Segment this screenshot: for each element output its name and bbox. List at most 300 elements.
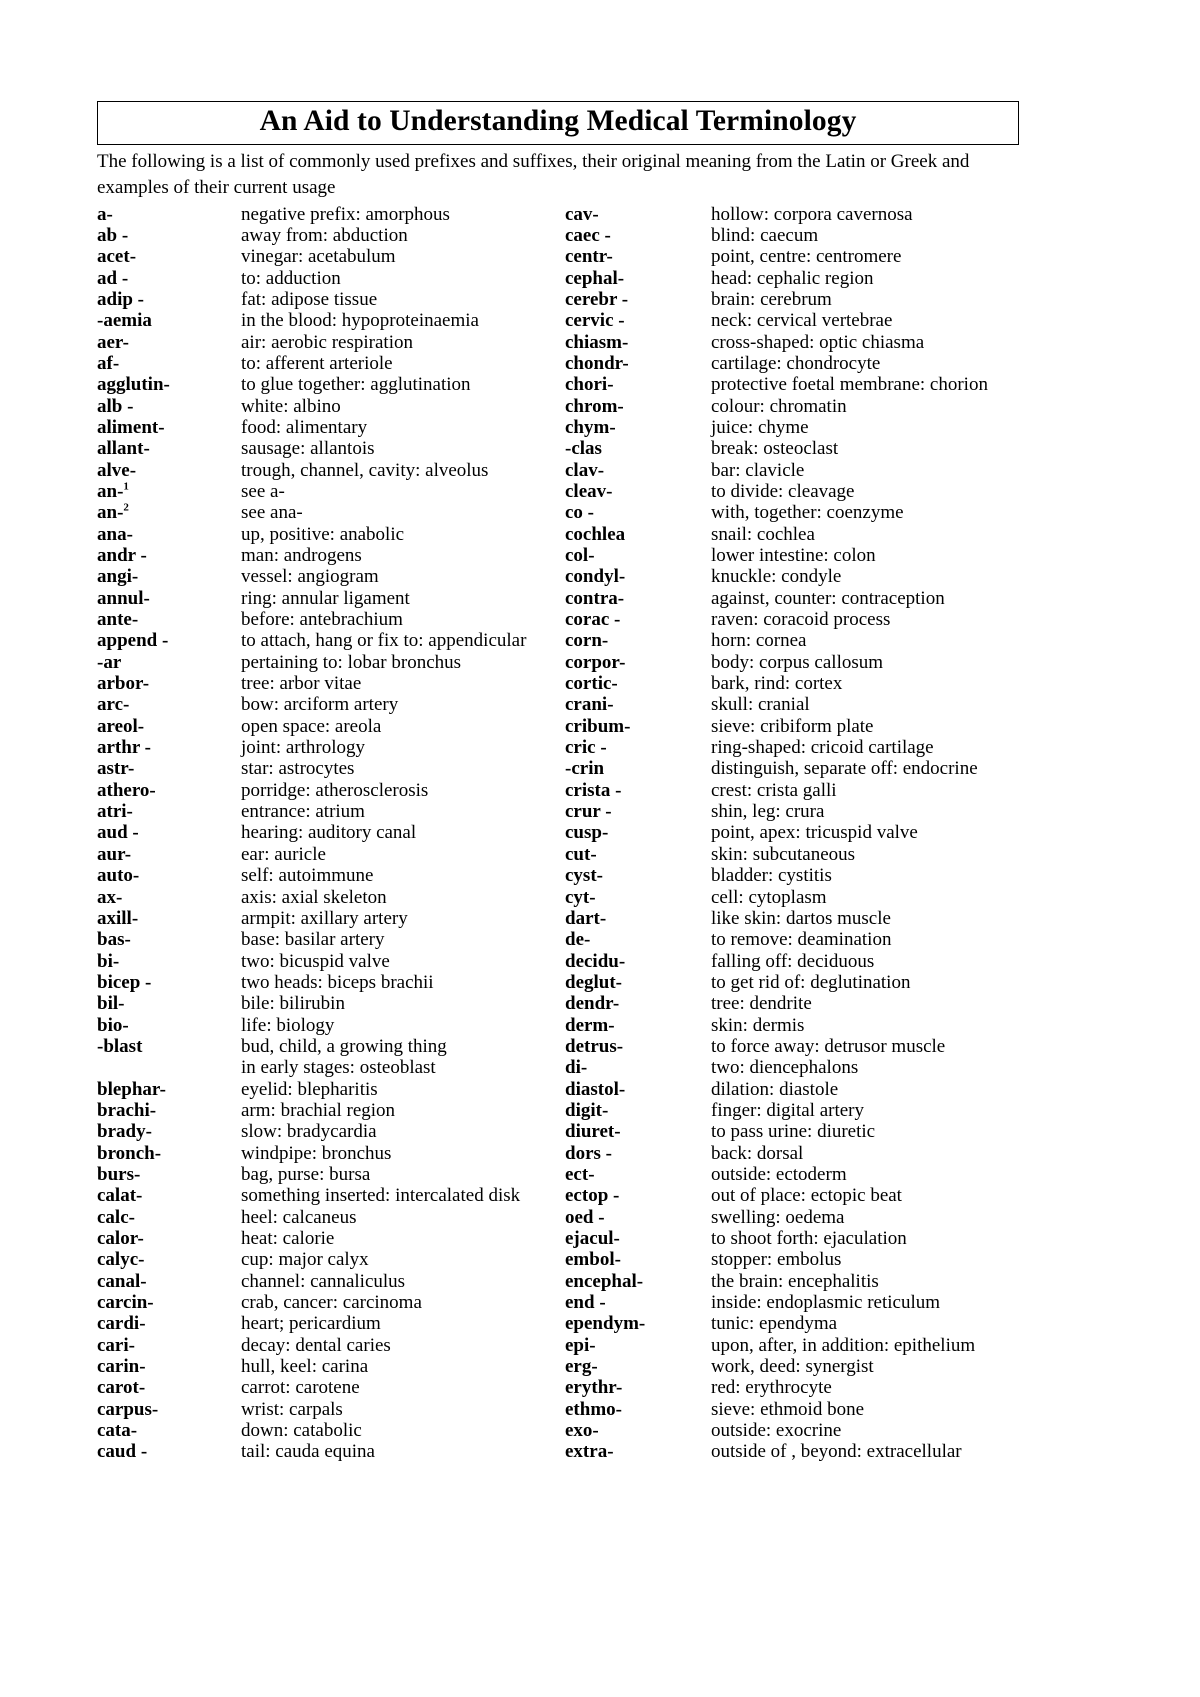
glossary-entry	[97, 973, 565, 994]
glossary-term: caud -	[97, 1441, 148, 1463]
glossary-term: calyc-	[97, 1249, 145, 1271]
glossary-entry	[97, 1016, 565, 1037]
glossary-entry	[97, 653, 565, 674]
glossary-entry	[565, 482, 1019, 503]
glossary-term: arc-	[97, 694, 130, 716]
glossary-entry	[565, 930, 1019, 951]
glossary-term: af-	[97, 352, 120, 374]
glossary-definition: sieve: cribiform plate	[711, 715, 874, 737]
glossary-entry	[97, 269, 565, 290]
glossary-term: aur-	[97, 843, 132, 865]
glossary-term: andr -	[97, 545, 147, 566]
glossary-entry	[565, 525, 1019, 546]
glossary-entry	[565, 717, 1019, 738]
glossary-entry	[565, 653, 1019, 674]
glossary-entry	[565, 952, 1019, 973]
glossary-definition: see ana-	[241, 502, 303, 524]
glossary-term: cut-	[565, 843, 597, 865]
glossary-definition: crest: crista galli	[711, 779, 837, 801]
glossary-definition: in early stages: osteoblast	[241, 1057, 436, 1079]
glossary-entry	[565, 845, 1019, 866]
glossary-term: append -	[97, 630, 169, 652]
glossary-entry	[565, 802, 1019, 823]
glossary-definition: wrist: carpals	[241, 1398, 343, 1420]
glossary-definition: cup: major calyx	[241, 1249, 369, 1271]
glossary-definition: vinegar: acetabulum	[241, 246, 396, 268]
glossary-term: brachi-	[97, 1099, 157, 1121]
glossary-term-superscript: 1	[123, 480, 129, 493]
glossary-entry	[97, 823, 565, 844]
glossary-entry	[565, 354, 1019, 375]
glossary-term: -clas	[565, 438, 602, 460]
glossary-definition: outside: exocrine	[711, 1420, 842, 1442]
glossary-term: derm-	[565, 1014, 615, 1036]
glossary-term: carot-	[97, 1377, 146, 1399]
glossary-definition: skull: cranial	[711, 694, 810, 716]
glossary-entry	[97, 439, 565, 460]
glossary-entry	[97, 1357, 565, 1378]
glossary-definition: two: diencephalons	[711, 1057, 859, 1079]
glossary-entry	[97, 525, 565, 546]
glossary-entry	[97, 1293, 565, 1314]
glossary-definition: the brain: encephalitis	[711, 1270, 879, 1292]
glossary-entry	[565, 1272, 1019, 1293]
glossary-entry	[97, 1421, 565, 1442]
title-box-inner	[98, 105, 1018, 138]
glossary-definition: body: corpus callosum	[711, 651, 884, 673]
glossary-definition: tree: dendrite	[711, 993, 812, 1015]
page-title: An Aid to Understanding Medical Terminology	[259, 105, 857, 137]
glossary-definition: eyelid: blepharitis	[241, 1078, 378, 1100]
glossary-entry	[97, 695, 565, 716]
glossary-entry	[97, 567, 565, 588]
glossary-entry	[565, 909, 1019, 930]
glossary-entry	[565, 1442, 1019, 1463]
glossary-definition: down: catabolic	[241, 1420, 362, 1442]
glossary-definition: inside: endoplasmic reticulum	[711, 1292, 941, 1314]
glossary-term: cav-	[565, 203, 599, 225]
glossary-definition: open space: areola	[241, 715, 382, 737]
glossary-entry	[565, 695, 1019, 716]
glossary-entry	[97, 503, 565, 524]
glossary-definition: distinguish, separate off: endocrine	[711, 758, 978, 780]
glossary-entry	[97, 589, 565, 610]
glossary-entry	[97, 333, 565, 354]
glossary-term: bio-	[97, 1014, 129, 1036]
glossary-definition: bladder: cystitis	[711, 865, 832, 887]
glossary-definition: bag, purse: bursa	[241, 1163, 371, 1185]
glossary-entry	[97, 781, 565, 802]
glossary-term: cerebr -	[565, 288, 629, 310]
glossary-entry	[97, 1250, 565, 1271]
glossary-term: cleav-	[565, 480, 613, 502]
glossary-entry	[97, 226, 565, 247]
intro-paragraph: The following is a list of commonly used prefixes and suffixes, their original meaning from the Latin or Greek and examples of their current usage	[97, 151, 970, 198]
glossary-definition: life: biology	[241, 1014, 335, 1036]
glossary-definition: see a-	[241, 480, 285, 502]
glossary-entry	[565, 418, 1019, 439]
glossary-term: an-$^2$	[97, 501, 129, 524]
glossary-entry	[97, 994, 565, 1015]
glossary-term: alb -	[97, 395, 134, 417]
glossary-term: cyst-	[565, 865, 603, 887]
glossary-definition: ring-shaped: cricoid cartilage	[711, 737, 934, 759]
glossary-definition: like skin: dartos muscle	[711, 907, 891, 929]
glossary-definition: hull, keel: carina	[241, 1356, 369, 1378]
glossary-term: ana-	[97, 523, 133, 545]
glossary-term: erg-	[565, 1356, 598, 1378]
glossary-definition: windpipe: bronchus	[241, 1142, 392, 1164]
glossary-term: arthr -	[97, 737, 151, 759]
glossary-term: aud -	[97, 822, 139, 844]
glossary-entry	[97, 1122, 565, 1143]
document-content	[97, 101, 1019, 1464]
glossary-definition: two heads: biceps brachii	[241, 971, 434, 993]
glossary-definition: away from: abduction	[241, 224, 408, 246]
glossary-entry	[565, 1314, 1019, 1335]
glossary-entry	[565, 1208, 1019, 1229]
glossary-term: digit-	[565, 1099, 609, 1121]
glossary-term: diastol-	[565, 1078, 626, 1100]
glossary-entry	[565, 1336, 1019, 1357]
glossary-definition: bar: clavicle	[711, 459, 805, 481]
glossary-term: exo-	[565, 1420, 599, 1442]
glossary-column-left	[97, 205, 565, 1464]
glossary-entry	[97, 738, 565, 759]
glossary-entry	[565, 888, 1019, 909]
glossary-definition: stopper: embolus	[711, 1249, 842, 1271]
glossary-definition: to attach, hang or fix to: appendicular	[241, 630, 527, 652]
glossary-definition: to get rid of: deglutination	[711, 971, 911, 993]
glossary-definition: armpit: axillary artery	[241, 907, 408, 929]
glossary-term: ethmo-	[565, 1398, 622, 1420]
glossary-entry	[97, 1080, 565, 1101]
glossary-entry	[97, 717, 565, 738]
glossary-entry	[97, 290, 565, 311]
glossary-term: cata-	[97, 1420, 138, 1442]
glossary-term: ect-	[565, 1163, 595, 1185]
glossary-definition: entrance: atrium	[241, 801, 365, 823]
glossary-entry	[565, 546, 1019, 567]
glossary-term: annul-	[97, 587, 150, 609]
glossary-definition: carrot: carotene	[241, 1377, 360, 1399]
glossary-definition: work, deed: synergist	[711, 1356, 874, 1378]
glossary-entry	[565, 631, 1019, 652]
glossary-term: aliment-	[97, 416, 165, 438]
glossary-entry	[565, 1378, 1019, 1399]
glossary-entry	[97, 866, 565, 887]
glossary-definition: channel: cannaliculus	[241, 1270, 406, 1292]
glossary-entry	[97, 674, 565, 695]
glossary-term: allant-	[97, 438, 150, 460]
glossary-term: blephar-	[97, 1078, 166, 1100]
glossary-definition: point, centre: centromere	[711, 246, 902, 268]
glossary-entry	[97, 461, 565, 482]
glossary-term: arbor-	[97, 673, 150, 695]
glossary-term: corn-	[565, 630, 609, 652]
glossary-term: ectop -	[565, 1185, 620, 1207]
glossary-term: ax-	[97, 886, 123, 908]
glossary-term: bil-	[97, 993, 125, 1015]
glossary-term: dart-	[565, 907, 607, 929]
glossary-term: areol-	[97, 715, 145, 737]
glossary-entry	[97, 759, 565, 780]
glossary-definition: sieve: ethmoid bone	[711, 1398, 865, 1420]
glossary-definition: to remove: deamination	[711, 929, 892, 951]
glossary-term: -crin	[565, 758, 605, 780]
glossary-entry	[97, 610, 565, 631]
glossary-entry	[565, 503, 1019, 524]
glossary-entry	[97, 845, 565, 866]
glossary-entry	[565, 738, 1019, 759]
glossary-definition: tree: arbor vitae	[241, 673, 362, 695]
glossary-term: contra-	[565, 587, 625, 609]
glossary-term: cochlea	[565, 523, 626, 545]
glossary-definition: blind: caecum	[711, 224, 819, 246]
glossary-definition: trough, channel, cavity: alveolus	[241, 459, 489, 481]
glossary-definition: back: dorsal	[711, 1142, 804, 1164]
glossary-term: extra-	[565, 1441, 614, 1463]
glossary-term: agglutin-	[97, 374, 170, 396]
glossary-definition: to: afferent arteriole	[241, 352, 393, 374]
glossary-entry	[97, 1186, 565, 1207]
glossary-definition: horn: cornea	[711, 630, 807, 652]
glossary-entry	[97, 205, 565, 226]
glossary-term: cari-	[97, 1334, 135, 1356]
glossary-entry	[565, 439, 1019, 460]
glossary-term: bronch-	[97, 1142, 162, 1164]
glossary-entry	[565, 397, 1019, 418]
glossary-definition: hollow: corpora cavernosa	[711, 203, 913, 225]
glossary-term: cortic-	[565, 673, 618, 695]
glossary-entry	[565, 247, 1019, 268]
glossary-entry	[565, 1144, 1019, 1165]
glossary-term: auto-	[97, 865, 140, 887]
glossary-definition: star: astrocytes	[241, 758, 355, 780]
glossary-term: corac -	[565, 609, 621, 631]
glossary-entry	[565, 226, 1019, 247]
glossary-definition: slow: bradycardia	[241, 1121, 377, 1143]
glossary-term: astr-	[97, 758, 135, 780]
glossary-term: acet-	[97, 246, 137, 268]
glossary-definition: negative prefix: amorphous	[241, 203, 450, 225]
glossary-definition: pertaining to: lobar bronchus	[241, 651, 462, 673]
glossary-entry	[565, 674, 1019, 695]
glossary-definition: cross-shaped: optic chiasma	[711, 331, 925, 353]
glossary-definition: before: antebrachium	[241, 609, 403, 631]
glossary-entry	[565, 269, 1019, 290]
glossary-term: burs-	[97, 1163, 141, 1185]
glossary-definition: cartilage: chondrocyte	[711, 352, 881, 374]
title-box	[97, 101, 1019, 145]
glossary-term: col-	[565, 545, 595, 566]
glossary-definition: break: osteoclast	[711, 438, 839, 460]
glossary-definition: to shoot forth: ejaculation	[711, 1228, 907, 1249]
glossary-definition: outside of , beyond: extracellular	[711, 1441, 962, 1463]
glossary-definition: knuckle: condyle	[711, 566, 842, 588]
glossary-definition: ear: auricle	[241, 843, 326, 865]
glossary-term: di-	[565, 1057, 588, 1079]
glossary-definition: shin, leg: crura	[711, 801, 825, 823]
glossary-entry	[97, 1101, 565, 1122]
glossary-term: carcin-	[97, 1292, 154, 1314]
glossary-term: encephal-	[565, 1270, 644, 1292]
glossary-definition: head: cephalic region	[711, 267, 874, 289]
glossary-entry	[565, 1229, 1019, 1250]
glossary-entry	[97, 397, 565, 418]
glossary-entry	[565, 461, 1019, 482]
glossary-definition: vessel: angiogram	[241, 566, 379, 588]
glossary-definition: falling off: deciduous	[711, 950, 875, 972]
glossary-entry	[565, 1165, 1019, 1186]
glossary-term: condyl-	[565, 566, 626, 588]
glossary-definition: to divide: cleavage	[711, 480, 855, 502]
glossary-entry	[97, 1208, 565, 1229]
glossary-term: -blast	[97, 1035, 143, 1057]
glossary-entry	[97, 418, 565, 439]
glossary-definition: against, counter: contraception	[711, 587, 945, 609]
glossary-definition: air: aerobic respiration	[241, 331, 413, 353]
glossary-columns	[97, 205, 1019, 1464]
glossary-definition: finger: digital artery	[711, 1099, 864, 1121]
glossary-entry	[565, 1357, 1019, 1378]
glossary-entry	[565, 1122, 1019, 1143]
glossary-entry	[97, 802, 565, 823]
glossary-entry	[97, 1037, 565, 1058]
glossary-term: decidu-	[565, 950, 626, 972]
glossary-entry	[97, 311, 565, 332]
glossary-term: corpor-	[565, 651, 626, 673]
glossary-definition: two: bicuspid valve	[241, 950, 390, 972]
glossary-entry	[97, 888, 565, 909]
glossary-definition: sausage: allantois	[241, 438, 375, 460]
glossary-definition: hearing: auditory canal	[241, 822, 417, 844]
glossary-term: calat-	[97, 1185, 143, 1207]
glossary-term: crani-	[565, 694, 614, 716]
glossary-term: co -	[565, 502, 595, 524]
glossary-definition: swelling: oedema	[711, 1206, 845, 1228]
glossary-entry	[97, 930, 565, 951]
glossary-entry	[565, 1080, 1019, 1101]
glossary-definition: point, apex: tricuspid valve	[711, 822, 918, 844]
glossary-definition: raven: coracoid process	[711, 609, 891, 631]
glossary-term: an-$^1$	[97, 480, 129, 502]
glossary-definition: juice: chyme	[711, 416, 809, 438]
glossary-definition: skin: subcutaneous	[711, 843, 856, 865]
glossary-term: -aemia	[97, 310, 152, 332]
glossary-definition: red: erythrocyte	[711, 1377, 832, 1399]
glossary-definition: skin: dermis	[711, 1014, 805, 1036]
glossary-definition: to: adduction	[241, 267, 341, 289]
glossary-definition: joint: arthrology	[241, 737, 366, 759]
glossary-entry	[565, 866, 1019, 887]
glossary-term: cribum-	[565, 715, 631, 737]
glossary-definition: arm: brachial region	[241, 1099, 396, 1121]
glossary-entry	[565, 1058, 1019, 1079]
glossary-entry	[97, 482, 565, 503]
glossary-term: clav-	[565, 459, 605, 481]
glossary-definition: out of place: ectopic beat	[711, 1185, 902, 1207]
glossary-term: cusp-	[565, 822, 609, 844]
glossary-term: a-	[97, 203, 113, 225]
glossary-entry	[97, 1314, 565, 1335]
glossary-entry	[97, 375, 565, 396]
glossary-definition: to pass urine: diuretic	[711, 1121, 876, 1143]
glossary-term: chori-	[565, 374, 614, 396]
glossary-term: calor-	[97, 1228, 144, 1249]
glossary-entry	[565, 333, 1019, 354]
glossary-entry	[565, 290, 1019, 311]
glossary-entry	[565, 759, 1019, 780]
glossary-term: ante-	[97, 609, 139, 631]
glossary-definition: food: alimentary	[241, 416, 368, 438]
glossary-definition: in the blood: hypoproteinaemia	[241, 310, 479, 332]
glossary-entry	[565, 1186, 1019, 1207]
glossary-definition: lower intestine: colon	[711, 545, 876, 566]
glossary-entry	[97, 1165, 565, 1186]
glossary-entry	[565, 205, 1019, 226]
glossary-term: carpus-	[97, 1398, 159, 1420]
glossary-definition: bud, child, a growing thing	[241, 1035, 447, 1057]
glossary-term: -ar	[97, 651, 122, 673]
glossary-definition: brain: cerebrum	[711, 288, 832, 310]
glossary-definition: snail: cochlea	[711, 523, 815, 545]
glossary-definition: dilation: diastole	[711, 1078, 839, 1100]
glossary-entry	[565, 1400, 1019, 1421]
glossary-definition: up, positive: anabolic	[241, 523, 405, 545]
glossary-term: caec -	[565, 224, 611, 246]
glossary-term: cephal-	[565, 267, 625, 289]
glossary-entry	[565, 610, 1019, 631]
glossary-entry	[565, 567, 1019, 588]
glossary-definition: heel: calcaneus	[241, 1206, 357, 1228]
glossary-term: bicep -	[97, 971, 152, 993]
glossary-entry-continuation	[97, 1058, 565, 1079]
glossary-term: crur -	[565, 801, 612, 823]
glossary-term: centr-	[565, 246, 613, 268]
glossary-entry	[97, 546, 565, 567]
glossary-definition: ring: annular ligament	[241, 587, 410, 609]
glossary-definition: to glue together: agglutination	[241, 374, 471, 396]
glossary-definition: heat: calorie	[241, 1228, 335, 1249]
glossary-term: alve-	[97, 459, 137, 481]
glossary-entry	[97, 631, 565, 652]
glossary-entry	[97, 1144, 565, 1165]
glossary-entry	[97, 354, 565, 375]
glossary-entry	[97, 909, 565, 930]
glossary-term-superscript: 2	[123, 501, 129, 514]
glossary-term: de-	[565, 929, 591, 951]
glossary-definition: fat: adipose tissue	[241, 288, 378, 310]
glossary-column-right	[565, 205, 1019, 1464]
glossary-term: chrom-	[565, 395, 624, 417]
glossary-definition: to force away: detrusor muscle	[711, 1035, 946, 1057]
glossary-term: dendr-	[565, 993, 620, 1015]
glossary-entry	[565, 973, 1019, 994]
glossary-definition: heart; pericardium	[241, 1313, 381, 1335]
glossary-entry	[565, 1101, 1019, 1122]
glossary-term: dors -	[565, 1142, 612, 1164]
glossary-term: bi-	[97, 950, 120, 972]
glossary-definition: neck: cervical vertebrae	[711, 310, 893, 332]
glossary-definition: bow: arciform artery	[241, 694, 399, 716]
glossary-term: detrus-	[565, 1035, 624, 1057]
glossary-entry	[565, 1016, 1019, 1037]
glossary-entry	[565, 823, 1019, 844]
glossary-definition: colour: chromatin	[711, 395, 847, 417]
glossary-term: athero-	[97, 779, 156, 801]
glossary-term: angi-	[97, 566, 139, 588]
